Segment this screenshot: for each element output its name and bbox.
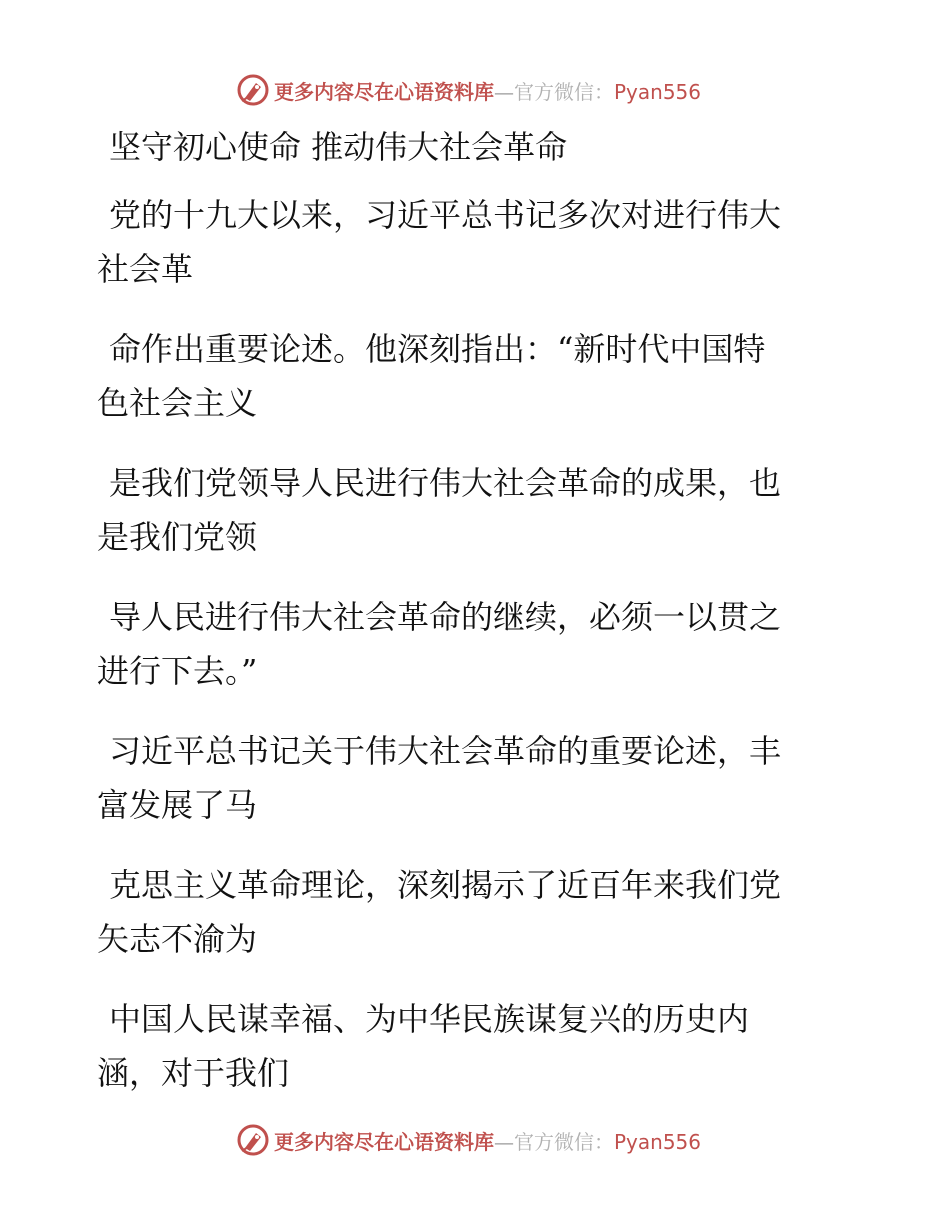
paragraph-line: 导人民进行伟大社会革命的继续，必须一以贯之 [109, 598, 782, 636]
watermark-site-name: 更多内容尽在心语资料库 [274, 1129, 494, 1154]
document-body [97, 120, 837, 1126]
watermark-contact-id: Pyan556 [614, 79, 702, 104]
paragraph-line: 中国人民谋幸福、为中华民族谋复兴的历史内 [109, 1000, 750, 1038]
header-watermark [236, 72, 756, 108]
paragraph-2 [97, 322, 837, 430]
paragraph-line: 富发展了马 [97, 786, 258, 824]
paragraph-5 [97, 724, 837, 832]
watermark-text-block [274, 76, 701, 105]
watermark-separator: — [494, 79, 514, 104]
paragraph-line: 涵，对于我们 [97, 1054, 290, 1092]
paragraph-6 [97, 858, 837, 966]
document-title: 坚守初心使命 推动伟大社会革命 [109, 128, 568, 166]
pen-nib-logo-icon [236, 73, 270, 107]
watermark-separator: — [494, 1129, 514, 1154]
paragraph-1 [97, 188, 837, 296]
paragraph-7 [97, 992, 837, 1100]
paragraph-line: 是我们党领 [97, 518, 258, 556]
watermark-text-block [274, 1126, 701, 1155]
paragraph-3 [97, 456, 837, 564]
paragraph-line: 矢志不渝为 [97, 920, 258, 958]
paragraph-line: 党的十九大以来，习近平总书记多次对进行伟大 [109, 196, 782, 234]
watermark-contact-id: Pyan556 [614, 1129, 702, 1154]
watermark-site-name: 更多内容尽在心语资料库 [274, 79, 494, 104]
paragraph-line: 社会革 [97, 250, 194, 288]
pen-nib-logo-icon [236, 1123, 270, 1157]
paragraph-4 [97, 590, 837, 698]
watermark-contact-label: 官方微信： [514, 79, 614, 104]
paragraph-line: 是我们党领导人民进行伟大社会革命的成果，也 [109, 464, 782, 502]
watermark-contact-label: 官方微信： [514, 1129, 614, 1154]
paragraph-line: 克思主义革命理论，深刻揭示了近百年来我们党 [109, 866, 782, 904]
paragraph-line: 进行下去。” [97, 652, 258, 690]
paragraph-line: 命作出重要论述。他深刻指出：“新时代中国特 [109, 330, 766, 368]
paragraph-line: 色社会主义 [97, 384, 258, 422]
footer-watermark [236, 1122, 756, 1158]
paragraph-line: 习近平总书记关于伟大社会革命的重要论述，丰 [109, 732, 782, 770]
